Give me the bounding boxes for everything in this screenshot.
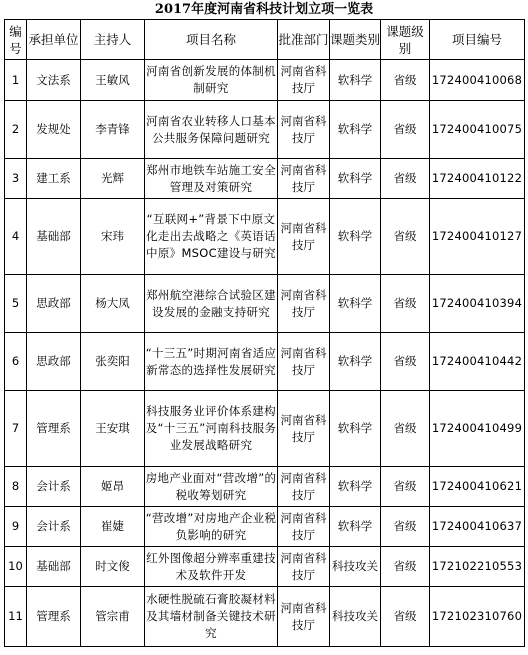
cell-approver: 河南省科技厅 (278, 333, 330, 391)
table-row (5, 159, 525, 199)
cell-category: 软科学 (330, 333, 381, 391)
table-row (5, 101, 525, 159)
cell-approver: 河南省科技厅 (278, 159, 330, 199)
cell-no: 1 (5, 60, 27, 101)
cell-unit: 会计系 (27, 467, 81, 507)
cell-approver: 河南省科技厅 (278, 391, 330, 467)
table-row (5, 275, 525, 333)
cell-category: 软科学 (330, 199, 381, 275)
cell-approver: 河南省科技厅 (278, 101, 330, 159)
cell-unit: 文法系 (27, 60, 81, 101)
cell-host: 张奕阳 (81, 333, 145, 391)
cell-no: 9 (5, 507, 27, 547)
cell-level: 省级 (381, 467, 430, 507)
cell-level: 省级 (381, 391, 430, 467)
cell-host: 李青锋 (81, 101, 145, 159)
header-code: 项目编号 (430, 20, 525, 60)
table-row (5, 587, 525, 647)
cell-no: 8 (5, 467, 27, 507)
cell-level: 省级 (381, 587, 430, 647)
cell-approver: 河南省科技厅 (278, 275, 330, 333)
cell-code: 172400410621 (430, 467, 525, 507)
cell-approver: 河南省科技厅 (278, 547, 330, 587)
cell-project: 郑州航空港综合试验区建设发展的金融支持研究 (145, 275, 278, 333)
cell-host: 杨大凤 (81, 275, 145, 333)
cell-category: 软科学 (330, 60, 381, 101)
cell-level: 省级 (381, 159, 430, 199)
cell-level: 省级 (381, 333, 430, 391)
cell-code: 172400410122 (430, 159, 525, 199)
cell-host: 时文俊 (81, 547, 145, 587)
cell-host: 王安琪 (81, 391, 145, 467)
header-no: 编号 (5, 20, 27, 60)
cell-category: 软科学 (330, 159, 381, 199)
cell-code: 172400410499 (430, 391, 525, 467)
header-project: 项目名称 (145, 20, 278, 60)
cell-level: 省级 (381, 275, 430, 333)
cell-unit: 建工系 (27, 159, 81, 199)
cell-level: 省级 (381, 101, 430, 159)
table-row (5, 199, 525, 275)
cell-code: 172400410075 (430, 101, 525, 159)
cell-category: 科技攻关 (330, 547, 381, 587)
table-row (5, 333, 525, 391)
cell-host: 崔婕 (81, 507, 145, 547)
cell-category: 科技攻关 (330, 587, 381, 647)
cell-unit: 管理系 (27, 587, 81, 647)
table-row (5, 507, 525, 547)
table-row (5, 467, 525, 507)
cell-host: 姬昂 (81, 467, 145, 507)
cell-project: 红外图像超分辨率重建技术及软件开发 (145, 547, 278, 587)
cell-level: 省级 (381, 547, 430, 587)
page-title: 2017年度河南省科技计划立项一览表 (154, 2, 374, 17)
cell-level: 省级 (381, 507, 430, 547)
cell-no: 10 (5, 547, 27, 587)
cell-no: 3 (5, 159, 27, 199)
cell-category: 软科学 (330, 275, 381, 333)
cell-code: 172400410637 (430, 507, 525, 547)
cell-category: 软科学 (330, 101, 381, 159)
cell-project: 房地产业面对“营改增”的税收筹划研究 (145, 467, 278, 507)
cell-host: 王敏风 (81, 60, 145, 101)
cell-no: 6 (5, 333, 27, 391)
cell-code: 172400410068 (430, 60, 525, 101)
cell-unit: 基础部 (27, 199, 81, 275)
cell-project: 水硬性脱硫石膏胶凝材料及其墙材制备关键技术研究 (145, 587, 278, 647)
cell-level: 省级 (381, 199, 430, 275)
cell-no: 4 (5, 199, 27, 275)
cell-category: 软科学 (330, 507, 381, 547)
cell-level: 省级 (381, 60, 430, 101)
cell-no: 5 (5, 275, 27, 333)
cell-approver: 河南省科技厅 (278, 199, 330, 275)
cell-code: 172102210553 (430, 547, 525, 587)
header-category: 课题类别 (330, 20, 381, 60)
project-table (4, 19, 525, 647)
cell-unit: 思政部 (27, 333, 81, 391)
cell-unit: 发规处 (27, 101, 81, 159)
cell-project: 河南省创新发展的体制机制研究 (145, 60, 278, 101)
cell-project: 科技服务业评价体系建构及“十三五”河南科技服务业发展战略研究 (145, 391, 278, 467)
cell-approver: 河南省科技厅 (278, 507, 330, 547)
cell-approver: 河南省科技厅 (278, 60, 330, 101)
cell-approver: 河南省科技厅 (278, 587, 330, 647)
header-row (5, 20, 525, 60)
table-row (5, 391, 525, 467)
cell-host: 管宗甫 (81, 587, 145, 647)
table-row (5, 60, 525, 101)
cell-no: 11 (5, 587, 27, 647)
header-host: 主持人 (81, 20, 145, 60)
header-level: 课题级别 (381, 20, 430, 60)
cell-code: 172400410394 (430, 275, 525, 333)
cell-code: 172400410442 (430, 333, 525, 391)
cell-category: 软科学 (330, 391, 381, 467)
cell-unit: 基础部 (27, 547, 81, 587)
cell-unit: 管理系 (27, 391, 81, 467)
cell-code: 172400410127 (430, 199, 525, 275)
cell-unit: 会计系 (27, 507, 81, 547)
table-row (5, 547, 525, 587)
cell-project: “十三五”时期河南省适应新常态的选择性发展研究 (145, 333, 278, 391)
cell-project: 郑州市地铁车站施工安全管理及对策研究 (145, 159, 278, 199)
header-approver: 批准部门 (278, 20, 330, 60)
cell-unit: 思政部 (27, 275, 81, 333)
cell-host: 光辉 (81, 159, 145, 199)
cell-no: 2 (5, 101, 27, 159)
cell-code: 172102310760 (430, 587, 525, 647)
header-unit: 承担单位 (27, 20, 81, 60)
cell-approver: 河南省科技厅 (278, 467, 330, 507)
cell-no: 7 (5, 391, 27, 467)
cell-project: “营改增”对房地产企业税负影响的研究 (145, 507, 278, 547)
cell-host: 宋玮 (81, 199, 145, 275)
cell-project: “互联网+”背景下中原文化走出去战略之《英语话中原》MSOC建设与研究 (145, 199, 278, 275)
cell-category: 软科学 (330, 467, 381, 507)
cell-project: 河南省农业转移人口基本公共服务保障问题研究 (145, 101, 278, 159)
